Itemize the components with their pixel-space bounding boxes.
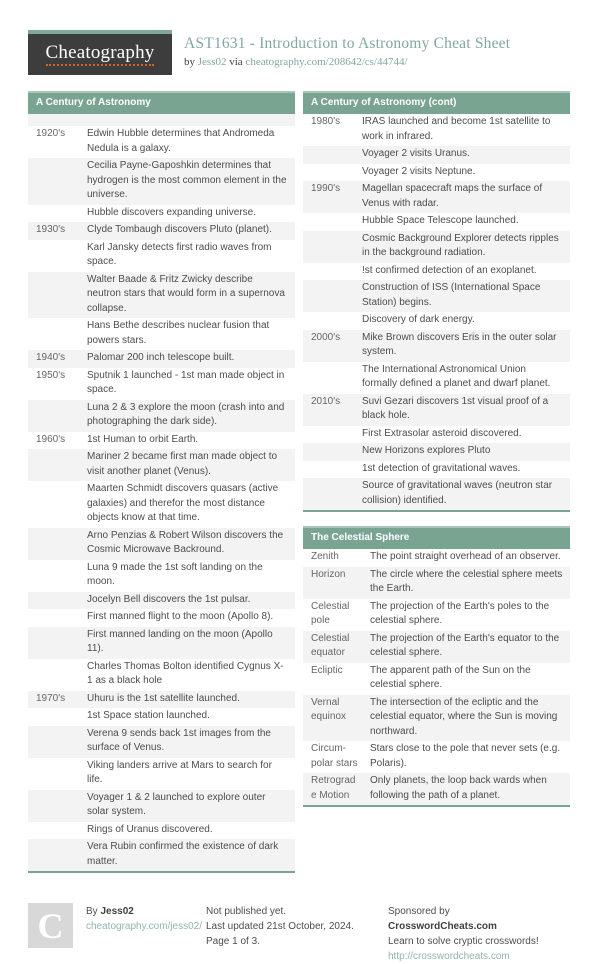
row-text: !st confirmed detection of an exoplanet. <box>362 264 537 276</box>
right-column <box>303 91 570 821</box>
row-term <box>28 205 80 223</box>
row-term <box>28 528 80 560</box>
sponsor-link[interactable]: http://crosswordcheats.com <box>388 951 510 962</box>
row-term <box>28 240 80 272</box>
row-term: 1990's <box>311 183 341 194</box>
table-row <box>28 592 295 610</box>
row-term <box>28 272 80 319</box>
row-term <box>28 822 80 840</box>
row-term <box>303 280 355 312</box>
publish-status: Not published yet. <box>206 906 287 917</box>
century-table <box>28 114 295 871</box>
row-text: Voyager 2 visits Uranus. <box>362 148 470 159</box>
table-row <box>28 205 295 223</box>
row-term: 1960's <box>36 433 66 445</box>
spacer-row <box>28 114 295 126</box>
century-cont-table <box>303 114 570 510</box>
avatar <box>28 903 73 948</box>
table-row <box>303 631 570 663</box>
table-row <box>28 790 295 822</box>
table-row <box>28 528 295 560</box>
row-text: 1st Human to orbit Earth. <box>87 433 199 445</box>
row-text: Suvi Gezari discovers 1st visual proof of a black hole. <box>362 395 549 421</box>
row-term: 1970's <box>36 692 66 704</box>
table-row <box>28 822 295 840</box>
table-row <box>28 481 295 528</box>
row-text: Jocelyn Bell discovers the 1st pulsar. <box>87 593 251 605</box>
table-row <box>303 114 570 146</box>
row-text: Hubble discovers expanding universe. <box>87 206 256 218</box>
row-term: Celestial equator <box>311 632 350 658</box>
row-term <box>28 592 80 610</box>
byline-by: by <box>184 55 195 68</box>
table-row <box>303 695 570 742</box>
table-row <box>303 741 570 773</box>
table-row <box>303 280 570 312</box>
row-text: Arno Penzias & Robert Wilson discovers the Cosmic Microwave Backround. <box>87 529 284 555</box>
sponsor-tagline: Learn to solve cryptic crosswords! <box>388 936 539 947</box>
row-term <box>303 213 355 231</box>
row-text: Cecilia Payne-Gaposhkin determines that hydrogen is the most common element in the universe. <box>87 160 287 200</box>
row-text: Only planets, the loop back wards when following the path of a planet. <box>370 775 547 801</box>
row-term <box>303 426 355 444</box>
byline-via: via <box>229 55 243 68</box>
row-text: The circle where the celestial sphere meets the Earth. <box>370 568 563 594</box>
row-text: Discovery of dark energy. <box>362 314 475 325</box>
row-term <box>28 114 80 126</box>
table-row <box>303 146 570 164</box>
row-term <box>303 478 355 510</box>
row-term <box>28 449 80 481</box>
row-term <box>28 790 80 822</box>
row-text: Sputnik 1 launched - 1st man made object in space. <box>87 369 285 395</box>
cheatography-logo-text: Cheatography <box>46 43 155 67</box>
section-century-cont <box>303 91 570 512</box>
row-term: Vernal equinox <box>311 696 347 722</box>
table-row <box>303 263 570 281</box>
table-row <box>28 449 295 481</box>
row-term <box>28 627 80 659</box>
row-text: Voyager 2 visits Neptune. <box>362 165 476 177</box>
row-term: 1940's <box>36 352 66 363</box>
row-text: Hans Bethe describes nuclear fusion that powers stars. <box>87 320 270 346</box>
row-text: Walter Baade & Fritz Zwicky describe neutron stars that would form in a supernova collapse. <box>87 273 285 314</box>
table-row <box>303 330 570 362</box>
table-row <box>303 213 570 231</box>
section-header-century: A Century of Astronomy <box>28 91 295 114</box>
row-term: Horizon <box>311 568 346 580</box>
row-term: Retrograde Motion <box>311 775 356 801</box>
row-term <box>28 758 80 790</box>
sponsored-by: Sponsored by <box>388 906 450 917</box>
row-text: Magellan spacecraft maps the surface of Venus with radar. <box>362 183 543 209</box>
row-term <box>28 158 80 205</box>
row-text: The projection of the Earth's equator to the celestial sphere. <box>370 632 560 658</box>
row-text: The projection of the Earth's poles to the celestial sphere. <box>370 600 550 626</box>
section-celestial-sphere <box>303 526 570 807</box>
row-text: The intersection of the ecliptic and the celestial equator, where the Sun is moving northward. <box>370 696 558 737</box>
author-link[interactable]: Jess02 <box>197 55 227 68</box>
row-term: 2000's <box>311 331 341 343</box>
table-row <box>303 181 570 213</box>
sheet-url-link[interactable]: cheatography.com/208642/cs/44744/ <box>245 55 408 68</box>
sponsor-line <box>388 904 558 934</box>
row-text: The point straight overhead of an observer. <box>370 551 561 562</box>
row-term <box>28 659 80 691</box>
row-term: 1930's <box>36 224 66 235</box>
footer-sponsor-block <box>388 903 558 964</box>
row-text: Mike Brown discovers Eris in the outer solar system. <box>362 331 557 357</box>
table-row <box>303 549 570 567</box>
table-row <box>28 691 295 709</box>
row-text: Cosmic Background Explorer detects ripples in the background radiation. <box>362 232 559 258</box>
table-row <box>303 567 570 599</box>
table-row <box>28 318 295 350</box>
table-row <box>303 599 570 631</box>
row-text: Uhuru is the 1st satellite launched. <box>87 692 240 704</box>
table-row <box>28 726 295 758</box>
table-row <box>28 272 295 319</box>
content-columns <box>28 91 572 887</box>
row-text: First manned landing on the moon (Apollo 11). <box>87 628 273 654</box>
row-term: 2010's <box>311 395 341 407</box>
section-header-century-cont: A Century of Astronomy (cont) <box>303 91 570 114</box>
row-text: New Horizons explores Pluto <box>362 445 491 456</box>
table-row <box>303 394 570 426</box>
row-term: Zenith <box>311 551 339 562</box>
page-title: AST1631 - Introduction to Astronomy Cheat Sheet <box>184 35 511 52</box>
row-text: Rings of Uranus discovered. <box>87 823 213 835</box>
page-footer <box>28 903 572 964</box>
row-term <box>303 164 355 182</box>
row-text: 1st Space station launched. <box>87 710 210 721</box>
table-row <box>28 222 295 240</box>
footer-by: By <box>86 906 98 917</box>
row-term: Ecliptic <box>311 664 343 676</box>
row-term <box>28 839 80 871</box>
byline <box>184 56 510 68</box>
row-text: Charles Thomas Bolton identified Cygnus X-1 as a black hole <box>87 660 284 686</box>
table-row <box>28 432 295 450</box>
table-row <box>303 312 570 330</box>
table-row <box>28 659 295 691</box>
row-term <box>303 461 355 479</box>
table-row <box>28 758 295 790</box>
row-text: First Extrasolar asteroid discovered. <box>362 427 522 439</box>
table-row <box>28 350 295 368</box>
row-text: Verena 9 sends back 1st images from the surface of Venus. <box>87 727 271 753</box>
page-header <box>28 30 572 75</box>
footer-author-link[interactable]: cheatography.com/jess02/ <box>86 921 202 932</box>
title-block <box>184 30 510 68</box>
row-term <box>28 560 80 592</box>
section-century-of-astronomy <box>28 91 295 873</box>
left-column <box>28 91 295 887</box>
table-row <box>303 426 570 444</box>
row-term: 1920's <box>36 128 66 139</box>
row-text: The International Astronomical Union formally defined a planet and dwarf planet. <box>362 363 551 389</box>
row-term <box>303 263 355 281</box>
row-term <box>28 481 80 528</box>
row-text: Source of gravitational waves (neutron star collision) identified. <box>362 480 553 506</box>
table-row <box>28 368 295 400</box>
row-text: Hubble Space Telescope launched. <box>362 215 519 226</box>
row-text: Edwin Hubble determines that Andromeda Nedula is a galaxy. <box>87 128 275 154</box>
row-text: Voyager 1 & 2 launched to explore outer solar system. <box>87 791 266 817</box>
table-row <box>303 231 570 263</box>
row-text <box>80 114 295 126</box>
row-term: 1950's <box>36 369 66 381</box>
row-term <box>28 708 80 726</box>
table-row <box>303 164 570 182</box>
row-term: 1980's <box>311 116 341 127</box>
table-row <box>28 560 295 592</box>
table-row <box>28 839 295 871</box>
row-text: Viking landers arrive at Mars to search for life. <box>87 759 272 785</box>
page-number: Page 1 of 3. <box>206 936 260 947</box>
table-row <box>28 400 295 432</box>
section-header-celestial: The Celestial Sphere <box>303 526 570 549</box>
row-term: Circum-polar stars <box>311 743 358 769</box>
row-term <box>28 609 80 627</box>
row-term <box>28 726 80 758</box>
sponsor-name: CrosswordCheats.com <box>388 921 497 932</box>
row-term <box>28 318 80 350</box>
footer-author-block <box>86 903 206 934</box>
row-text: Maarten Schmidt discovers quasars (active galaxies) and therefor the most distance objects know at that time. <box>87 483 279 523</box>
table-row <box>28 708 295 726</box>
row-text: Palomar 200 inch telescope built. <box>87 352 235 363</box>
footer-author-line <box>86 904 206 919</box>
row-term <box>303 231 355 263</box>
row-text: IRAS launched and become 1st satellite to work in infrared. <box>362 116 551 142</box>
table-row <box>303 773 570 805</box>
row-text: Vera Rubin confirmed the existence of dark matter. <box>87 841 279 867</box>
row-text: Karl Jansky detects first radio waves from space. <box>87 241 272 267</box>
celestial-table <box>303 549 570 805</box>
row-text: The apparent path of the Sun on the celestial sphere. <box>370 664 531 690</box>
row-term <box>303 312 355 330</box>
row-text: Luna 2 & 3 explore the moon (crash into and photographing the dark side). <box>87 401 285 427</box>
table-row <box>28 240 295 272</box>
row-text: Stars close to the pole that never sets (e.g. Polaris). <box>370 743 561 769</box>
row-term <box>303 362 355 394</box>
table-row <box>303 461 570 479</box>
row-text: Construction of ISS (International Space Station) begins. <box>362 282 541 308</box>
last-updated: Last updated 21st October, 2024. <box>206 921 354 932</box>
cheatography-logo[interactable] <box>28 30 172 75</box>
table-row <box>303 362 570 394</box>
avatar-letter: C <box>37 905 64 946</box>
row-text: Luna 9 made the 1st soft landing on the moon. <box>87 561 263 587</box>
footer-author: Jess02 <box>100 906 134 917</box>
row-text: Mariner 2 became first man made object to visit another planet (Venus). <box>87 451 278 477</box>
table-row <box>28 609 295 627</box>
row-text: 1st detection of gravitational waves. <box>362 462 521 474</box>
table-row <box>28 627 295 659</box>
row-term <box>28 400 80 432</box>
row-term <box>303 443 355 461</box>
row-term: Celestial pole <box>311 600 350 626</box>
table-row <box>303 478 570 510</box>
table-row <box>303 663 570 695</box>
row-text: First manned flight to the moon (Apollo 8). <box>87 611 274 622</box>
table-row <box>28 126 295 158</box>
table-row <box>303 443 570 461</box>
footer-meta-block <box>206 903 388 949</box>
row-term <box>303 146 355 164</box>
table-row <box>28 158 295 205</box>
row-text: Clyde Tombaugh discovers Pluto (planet). <box>87 224 272 235</box>
